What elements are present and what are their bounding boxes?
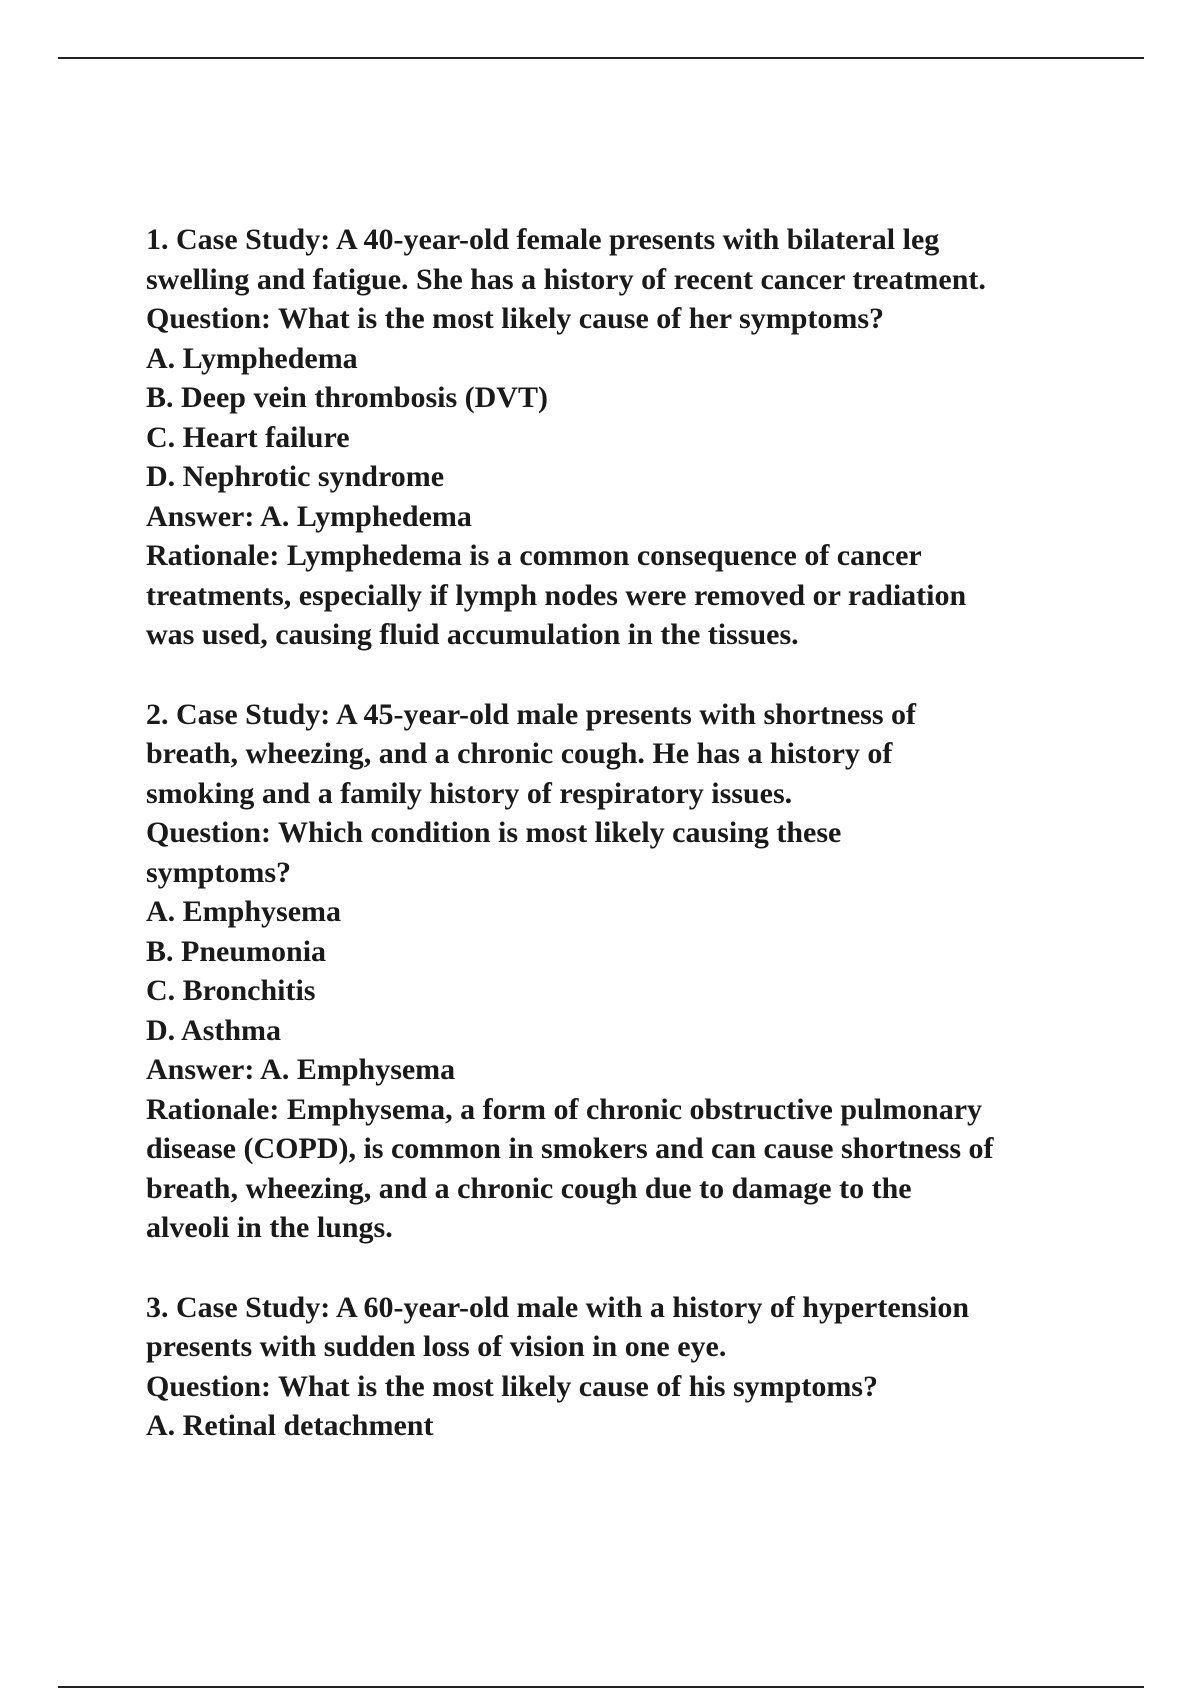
rationale-line: alveoli in the lungs. (146, 1211, 393, 1244)
option-a: A. Retinal detachment (146, 1409, 434, 1442)
answer-line: Answer: A. Lymphedema (146, 499, 472, 533)
answer-line: Answer: A. Emphysema (146, 1053, 456, 1086)
case-study-line: swelling and fatigue. She has a history of recent cancer treatment. (146, 262, 986, 296)
option-a: A. Lymphedema (146, 341, 358, 375)
rationale-line: Rationale: Lymphedema is a common consequence of cancer (146, 539, 922, 572)
rationale-line: was used, causing fluid accumulation in the tissues. (146, 618, 799, 651)
question-block-3 (146, 1288, 1146, 1446)
question-block-1 (146, 220, 1146, 655)
option-a: A. Emphysema (146, 895, 342, 928)
option-b: B. Deep vein thrombosis (DVT) (146, 381, 548, 414)
rationale-line: disease (COPD), is common in smokers and can cause shortness of (146, 1132, 994, 1165)
document-body (146, 220, 1146, 1486)
option-c: C. Heart failure (146, 420, 350, 454)
option-d: D. Nephrotic syndrome (146, 460, 445, 493)
option-d: D. Asthma (146, 1013, 282, 1047)
question-line: Question: What is the most likely cause of her symptoms? (146, 302, 885, 335)
option-b: B. Pneumonia (146, 934, 327, 968)
bottom-rule (58, 1686, 1144, 1688)
case-study-line: presents with sudden loss of vision in one eye. (146, 1330, 727, 1363)
question-line: Question: Which condition is most likely causing these (146, 816, 842, 849)
case-study-line: 2. Case Study: A 45-year-old male presents with shortness of (146, 697, 916, 731)
rationale-line: breath, wheezing, and a chronic cough due to damage to the (146, 1171, 912, 1205)
option-c: C. Bronchitis (146, 974, 316, 1007)
rationale-line: treatments, especially if lymph nodes were removed or radiation (146, 578, 967, 612)
case-study-line: smoking and a family history of respiratory issues. (146, 776, 793, 810)
question-block-2 (146, 695, 1146, 1248)
rationale-line: Rationale: Emphysema, a form of chronic obstructive pulmonary (146, 1092, 983, 1126)
case-study-line: 1. Case Study: A 40-year-old female presents with bilateral leg (146, 223, 940, 256)
question-line: symptoms? (146, 855, 292, 889)
question-line: Question: What is the most likely cause of his symptoms? (146, 1369, 878, 1403)
top-rule (58, 57, 1144, 59)
case-study-line: 3. Case Study: A 60-year-old male with a history of hypertension (146, 1290, 970, 1324)
case-study-line: breath, wheezing, and a chronic cough. He has a history of (146, 737, 893, 770)
